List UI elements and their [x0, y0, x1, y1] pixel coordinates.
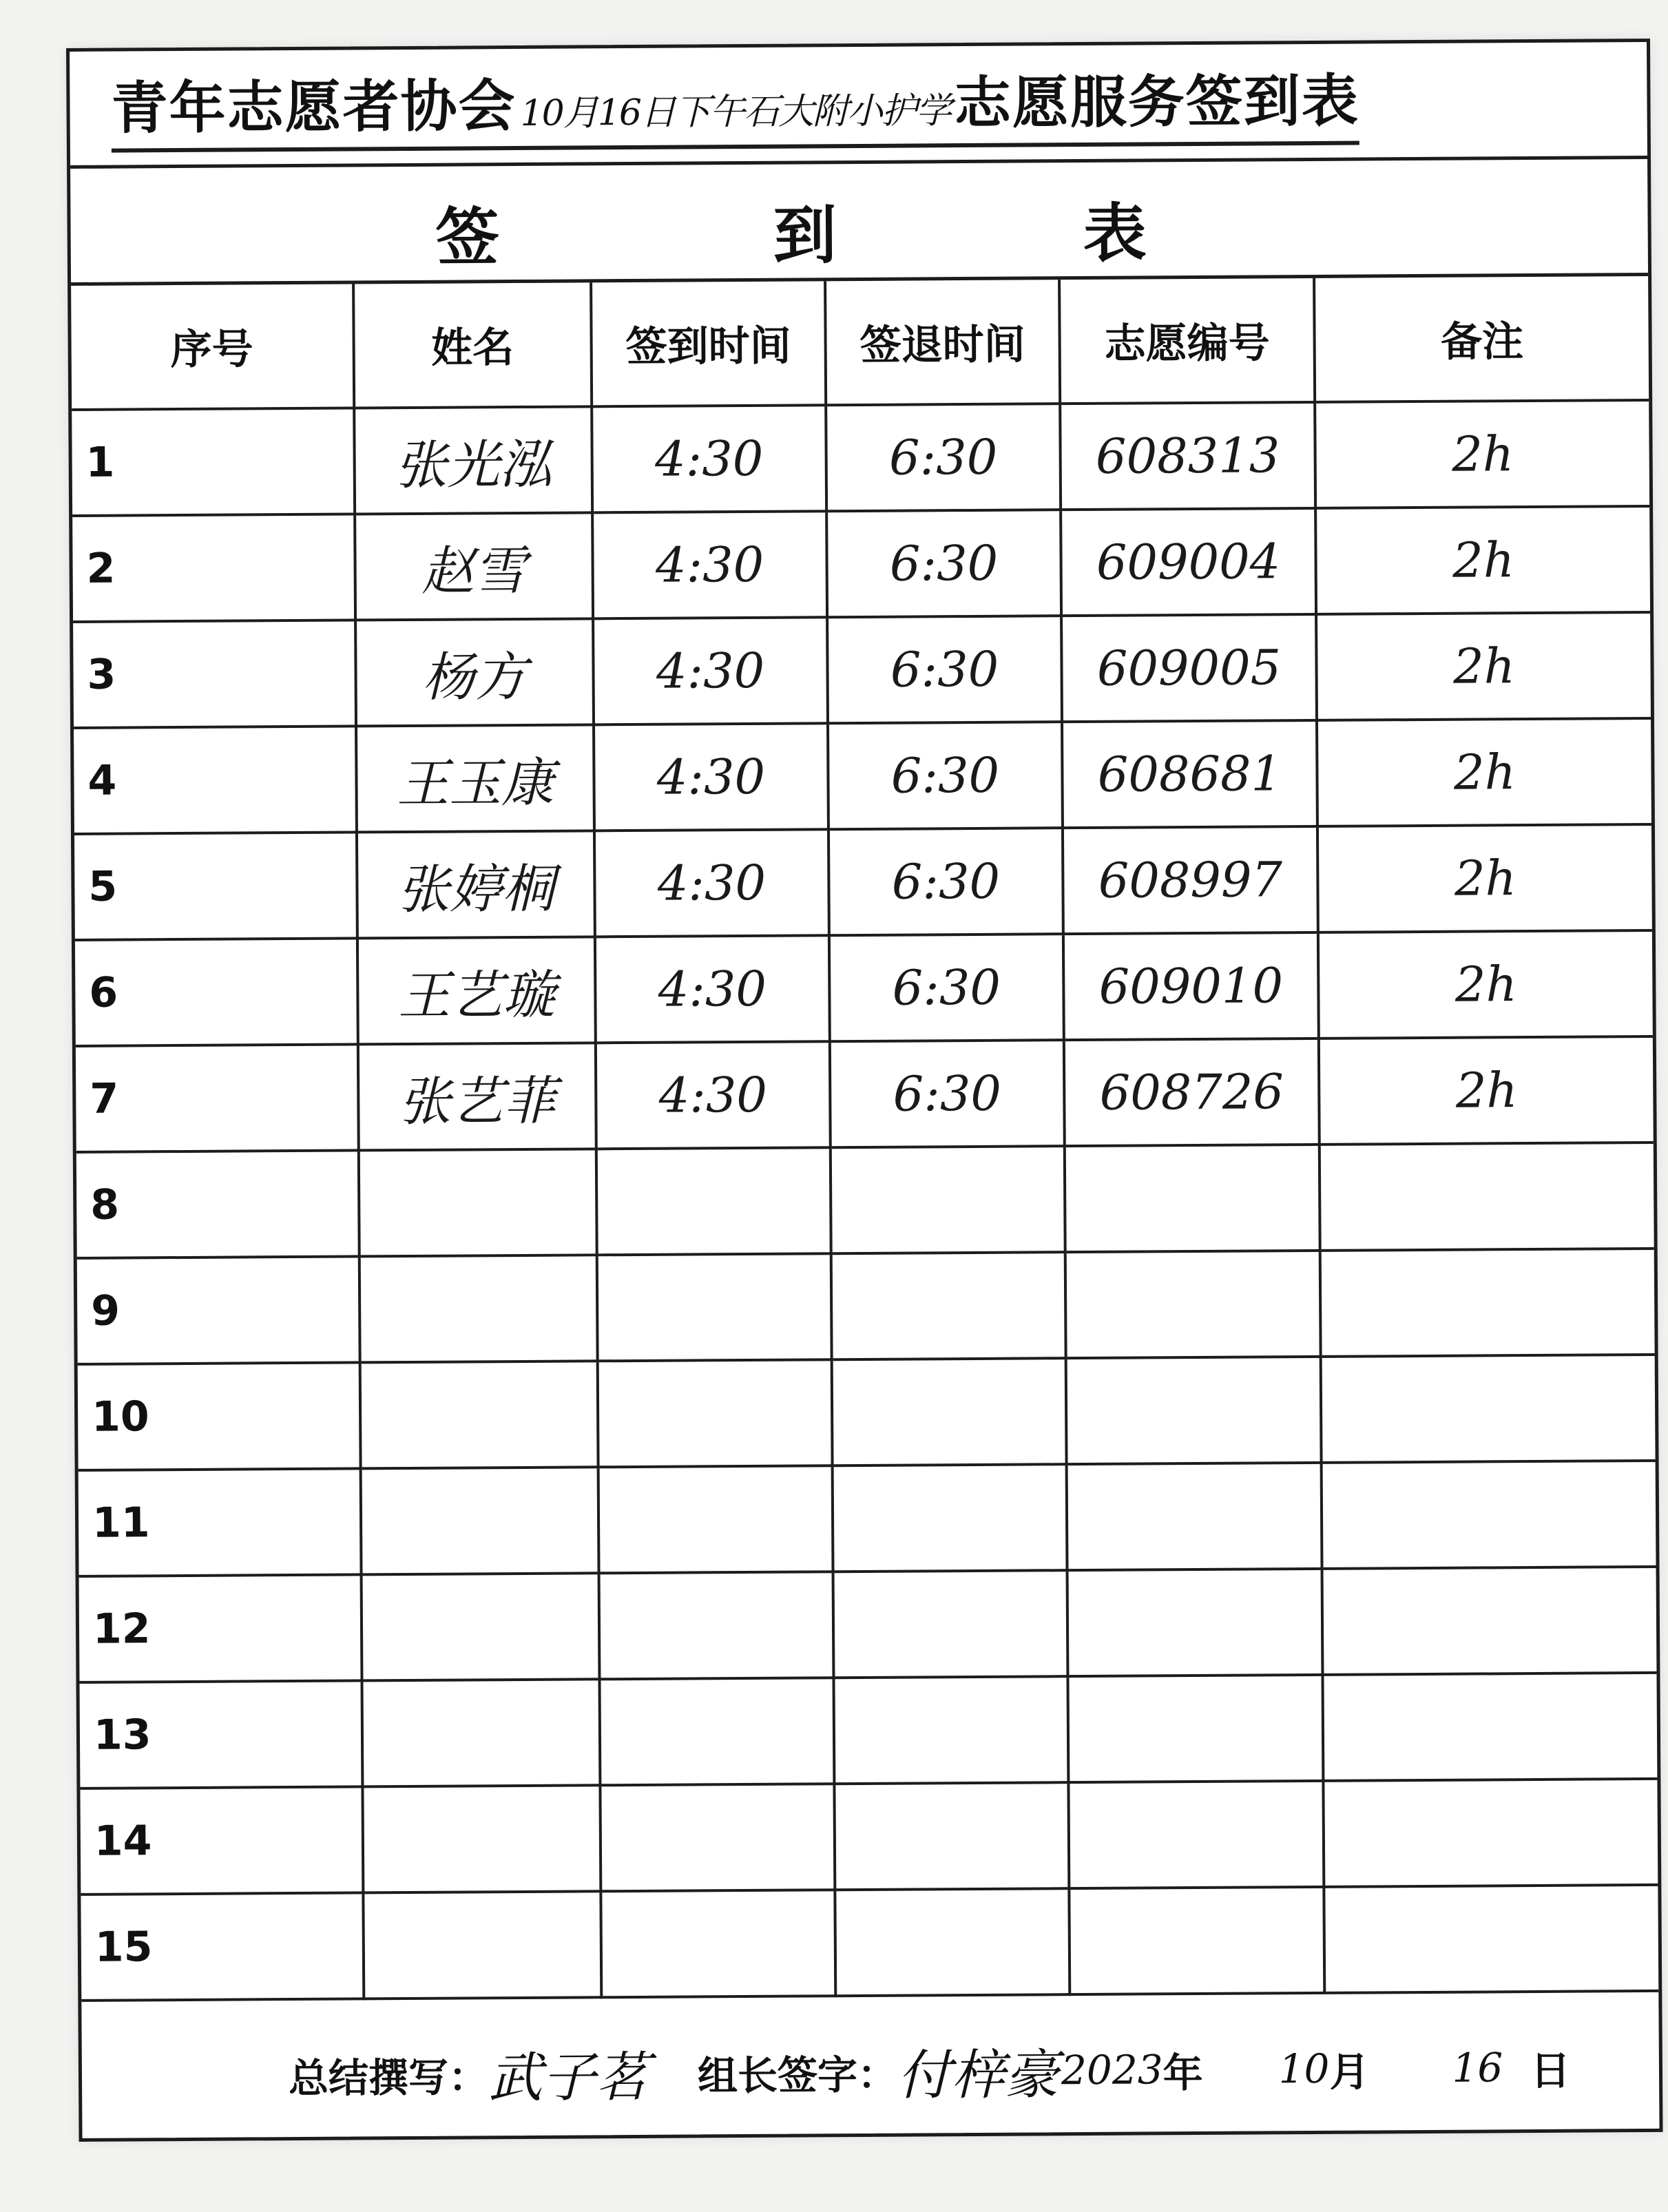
date-day: 16	[1452, 2044, 1503, 2091]
cell-note: 2h	[1319, 1036, 1654, 1145]
cell-name	[363, 1891, 601, 1999]
cell-sign-out: 6:30	[828, 722, 1063, 829]
cell-sign-in	[596, 1147, 831, 1255]
cell-note	[1321, 1355, 1656, 1463]
cell-name: 张光泓	[354, 406, 592, 514]
title-handwritten-event: 10月16日下午石大附小护学	[520, 90, 951, 134]
cell-sign-in: 4:30	[594, 723, 828, 831]
cell-seq: 14	[80, 1786, 363, 1895]
cell-name: 王艺璇	[357, 937, 596, 1044]
cell-seq: 2	[72, 514, 355, 622]
cell-sign-out	[833, 1570, 1068, 1678]
cell-name: 杨方	[355, 618, 594, 726]
table-row	[75, 930, 1653, 1046]
cell-volunteer-id: 608313	[1060, 402, 1315, 510]
cell-sign-in: 4:30	[595, 935, 830, 1043]
date-year-unit: 年	[1163, 2049, 1203, 2097]
cell-sign-out	[834, 1782, 1069, 1890]
cell-volunteer-id: 608997	[1063, 826, 1318, 934]
cell-name: 张艺菲	[358, 1043, 596, 1150]
cell-note: 2h	[1318, 930, 1653, 1039]
cell-volunteer-id: 608681	[1062, 720, 1317, 828]
cell-sign-out: 6:30	[830, 1040, 1065, 1147]
cell-volunteer-id	[1069, 1887, 1324, 1994]
subtitle-char-2: 到	[773, 198, 837, 273]
cell-note: 2h	[1317, 718, 1651, 826]
footer-signature-row	[81, 2005, 1659, 2138]
cell-seq: 3	[73, 620, 356, 728]
sign-in-table	[71, 276, 1658, 2002]
cell-note	[1320, 1249, 1655, 1357]
table-row	[73, 612, 1651, 728]
table-row	[79, 1461, 1656, 1576]
cell-sign-out: 6:30	[828, 828, 1063, 935]
cell-seq: 1	[72, 408, 355, 516]
cell-sign-out	[833, 1464, 1067, 1572]
cell-sign-in	[597, 1253, 832, 1361]
cell-seq: 10	[78, 1362, 361, 1470]
header-note: 备注	[1314, 276, 1649, 402]
cell-note	[1320, 1142, 1654, 1251]
cell-sign-in	[600, 1784, 835, 1891]
cell-name: 赵雪	[355, 512, 593, 620]
cell-seq: 11	[79, 1468, 362, 1576]
cell-sign-in: 4:30	[592, 511, 827, 618]
table-row	[78, 1355, 1656, 1470]
table-row	[80, 1779, 1658, 1895]
cell-sign-out	[831, 1146, 1065, 1253]
cell-note	[1322, 1567, 1657, 1675]
cell-volunteer-id	[1067, 1463, 1322, 1570]
cell-note	[1323, 1779, 1658, 1887]
cell-sign-in	[598, 1465, 833, 1573]
cell-sign-in: 4:30	[592, 405, 826, 512]
table-row	[81, 1885, 1658, 2001]
cell-name	[360, 1361, 598, 1468]
table-row	[72, 400, 1649, 516]
cell-name: 王玉康	[356, 724, 594, 832]
cell-sign-out	[833, 1676, 1068, 1784]
cell-volunteer-id: 608726	[1064, 1039, 1320, 1146]
cell-name	[362, 1573, 600, 1680]
cell-name	[362, 1785, 601, 1892]
table-row	[76, 1036, 1654, 1152]
header-volunteer-id: 志愿编号	[1059, 278, 1315, 404]
cell-sign-out: 6:30	[826, 404, 1061, 511]
table-row	[74, 824, 1652, 940]
cell-name	[362, 1679, 600, 1786]
title-organization: 青年志愿者协会	[111, 74, 517, 142]
cell-seq: 5	[74, 832, 357, 940]
date-year: 2023	[1061, 2046, 1163, 2094]
sheet-title	[111, 56, 1359, 153]
cell-sign-out	[832, 1358, 1067, 1465]
date-day-unit: 日	[1530, 2047, 1571, 2095]
cell-name	[361, 1467, 599, 1574]
cell-note	[1324, 1885, 1658, 1993]
cell-volunteer-id	[1065, 1251, 1321, 1358]
cell-volunteer-id	[1067, 1675, 1323, 1782]
table-header-row	[71, 276, 1649, 410]
cell-note	[1322, 1673, 1657, 1781]
header-name: 姓名	[353, 282, 592, 408]
cell-seq: 7	[76, 1044, 359, 1152]
cell-volunteer-id: 609004	[1061, 508, 1316, 616]
subtitle-char-1: 签	[435, 200, 500, 275]
cell-seq: 8	[76, 1150, 359, 1258]
cell-volunteer-id	[1067, 1569, 1323, 1676]
leader-signature-label: 组长签字：	[697, 2051, 898, 2100]
cell-sign-in	[599, 1572, 834, 1679]
title-suffix: 志愿服务签到表	[954, 68, 1360, 137]
cell-volunteer-id	[1065, 1145, 1320, 1252]
table-row	[79, 1567, 1657, 1682]
table-row	[79, 1673, 1657, 1788]
cell-seq: 12	[79, 1574, 362, 1682]
table-row	[77, 1249, 1655, 1364]
date-month: 10	[1278, 2045, 1330, 2093]
table-row	[76, 1142, 1654, 1258]
table-row	[74, 718, 1651, 834]
cell-sign-out	[835, 1888, 1070, 1996]
cell-name	[359, 1255, 598, 1362]
summary-writer-label: 总结撰写：	[288, 2054, 489, 2103]
sheet-title-row	[70, 42, 1647, 169]
cell-volunteer-id	[1068, 1781, 1324, 1888]
cell-name: 张婷桐	[357, 831, 595, 938]
cell-name	[359, 1149, 597, 1256]
header-sign-in-time: 签到时间	[591, 281, 826, 406]
summary-writer-signature: 武子茗	[488, 2046, 650, 2110]
cell-sign-in: 4:30	[593, 617, 828, 724]
cell-sign-in	[598, 1359, 833, 1467]
cell-seq: 9	[77, 1256, 360, 1364]
cell-note	[1322, 1461, 1656, 1569]
cell-sign-in	[599, 1678, 834, 1785]
cell-sign-out: 6:30	[826, 510, 1061, 617]
header-seq: 序号	[71, 284, 354, 410]
cell-note: 2h	[1315, 506, 1650, 614]
cell-note: 2h	[1317, 824, 1652, 932]
table-row	[72, 506, 1650, 622]
cell-seq: 4	[74, 726, 357, 834]
cell-note: 2h	[1315, 400, 1649, 508]
cell-note: 2h	[1316, 612, 1651, 720]
cell-seq: 6	[75, 938, 358, 1046]
cell-seq: 15	[81, 1892, 364, 2001]
cell-volunteer-id: 609005	[1061, 614, 1317, 722]
cell-volunteer-id	[1066, 1357, 1322, 1464]
subtitle-char-3: 表	[1083, 196, 1147, 271]
date-month-unit: 月	[1329, 2048, 1370, 2096]
subtitle-row	[70, 159, 1648, 286]
leader-signature: 付梓豪	[897, 2044, 1059, 2107]
cell-sign-in: 4:30	[596, 1041, 831, 1149]
cell-volunteer-id: 609010	[1063, 932, 1319, 1040]
cell-sign-out	[831, 1252, 1066, 1359]
cell-seq: 13	[79, 1680, 362, 1788]
cell-sign-out: 6:30	[829, 934, 1064, 1041]
header-sign-out-time: 签退时间	[825, 280, 1060, 405]
cell-sign-in: 4:30	[594, 829, 829, 937]
cell-sign-out: 6:30	[827, 616, 1062, 723]
cell-sign-in	[601, 1890, 835, 1997]
sign-in-sheet	[66, 39, 1663, 2142]
